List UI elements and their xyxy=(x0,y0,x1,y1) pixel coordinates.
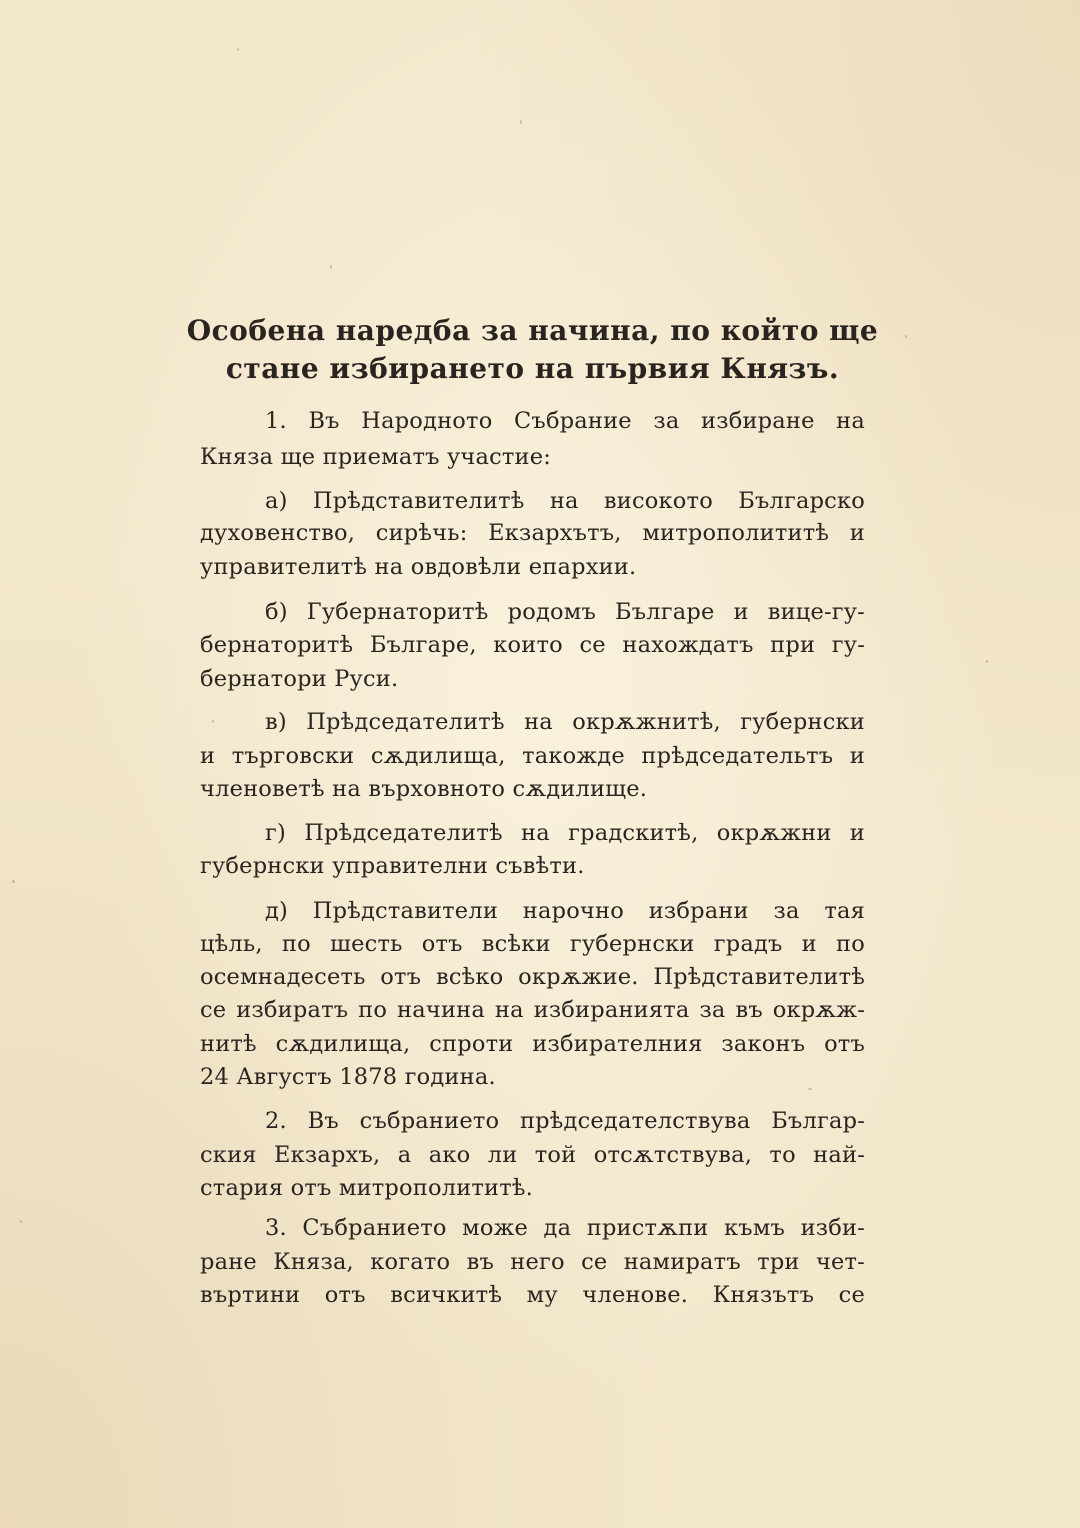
text-line-18: нитѣ сѫдилища, спроти избирателния законъ отъ xyxy=(200,1031,865,1057)
text-line-21: ския Екзархъ, а ако ли той отсѫтствува, то най- xyxy=(200,1142,865,1168)
text-line-9: в) Прѣдседателитѣ на окрѫжнитѣ, губернски xyxy=(265,709,865,735)
paper-speck xyxy=(237,48,239,51)
text-line-15: цѣль, по шесть отъ всѣки губернски градъ и по xyxy=(200,931,865,957)
text-line-10: и търговски сѫдилища, такожде прѣдседательтъ и xyxy=(200,743,865,769)
text-line-11: членоветѣ на върховното сѫдилище. xyxy=(200,776,648,802)
text-line-6: б) Губернаторитѣ родомъ Българе и вице-гу- xyxy=(265,599,865,625)
text-line-22: стария отъ митрополититѣ. xyxy=(200,1175,534,1201)
text-line-14: д) Прѣдставители нарочно избрани за тая xyxy=(265,898,865,924)
text-line-16: осемнадесеть отъ всѣко окрѫжие. Прѣдставителитѣ xyxy=(200,964,865,990)
paper-speck xyxy=(20,1220,22,1223)
paper-speck xyxy=(212,720,214,723)
text-line-12: г) Прѣдседателитѣ на градскитѣ, окрѫжни и xyxy=(265,820,865,846)
text-line-3: а) Прѣдставителитѣ на високото Българско xyxy=(265,488,865,514)
text-line-8: бернатори Руси. xyxy=(200,666,399,692)
text-line-20: 2. Въ събранието прѣдседателствува Българ- xyxy=(265,1108,865,1134)
text-line-23: 3. Събранието може да пристѫпи къмъ изби- xyxy=(265,1215,865,1241)
paper-speck xyxy=(986,660,988,663)
text-line-24: ране Княза, когато въ него се намиратъ три чет- xyxy=(200,1249,865,1275)
text-line-4: духовенство, сирѣчь: Екзархътъ, митрополититѣ и xyxy=(200,520,865,546)
paper-speck xyxy=(520,120,522,124)
text-line-25: въртини отъ всичкитѣ му членове. Князътъ се xyxy=(200,1282,865,1308)
text-line-2: Княза ще приематъ участие: xyxy=(200,444,552,470)
text-line-1: 1. Въ Народното Събрание за избиране на xyxy=(265,408,865,434)
paper-speck xyxy=(330,265,332,269)
document-title-line-1: Особена наредба за начина, по който ще xyxy=(186,314,879,347)
text-line-5: управителитѣ на овдовѣли епархии. xyxy=(200,554,637,580)
text-line-17: се избиратъ по начина на избиранията за въ окрѫж- xyxy=(200,997,865,1023)
paper-speck xyxy=(12,880,15,883)
text-line-13: губернски управителни съвѣти. xyxy=(200,853,585,879)
text-line-19: 24 Августъ 1878 година. xyxy=(200,1064,496,1090)
paper-speck xyxy=(905,335,907,338)
document-title-line-2: стане избирането на първия Князъ. xyxy=(225,352,840,385)
paper-speck xyxy=(808,1088,812,1090)
text-line-7: бернаторитѣ Българе, които се нахождатъ при гу- xyxy=(200,632,865,658)
